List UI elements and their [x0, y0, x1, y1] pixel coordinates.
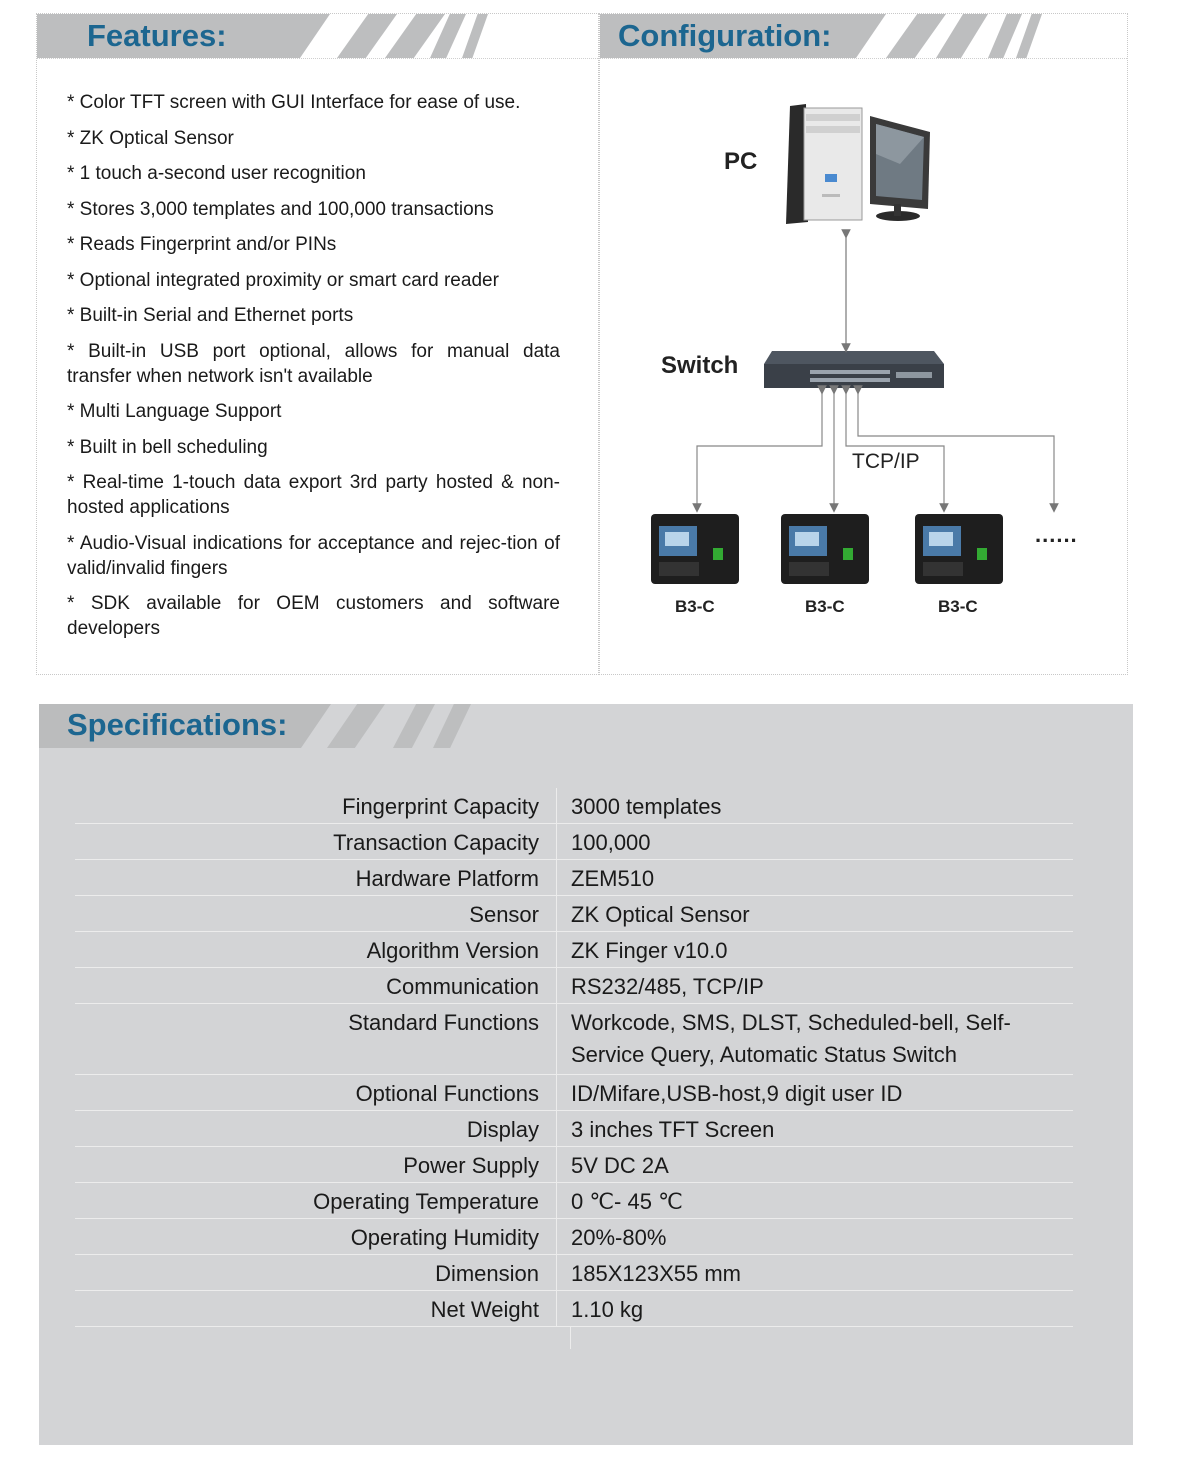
feature-item: * SDK available for OEM customers and software developers	[67, 593, 560, 639]
spec-value: 3 inches TFT Screen	[556, 1111, 1073, 1146]
spec-row	[75, 1111, 1073, 1147]
spec-row	[75, 896, 1073, 932]
device-label: B3-C	[675, 597, 715, 616]
spec-value: ZEM510	[556, 860, 1073, 895]
spec-value: 5V DC 2A	[556, 1147, 1073, 1182]
features-panel	[36, 13, 599, 675]
spec-value: 3000 templates	[556, 788, 1073, 823]
switch-label: Switch	[661, 352, 739, 379]
spec-label: Net Weight	[430, 1297, 539, 1322]
header-stripe	[337, 14, 397, 58]
feature-item: * Reads Fingerprint and/or PINs	[67, 234, 337, 255]
specifications-panel	[39, 704, 1133, 1445]
spec-value: 185X123X55 mm	[556, 1255, 1073, 1290]
features-title: Features:	[87, 18, 227, 53]
spec-label: Power Supply	[403, 1153, 539, 1178]
spec-label: Transaction Capacity	[333, 830, 539, 855]
tcpip-label: TCP/IP	[852, 450, 920, 473]
spec-row	[75, 788, 1073, 824]
spec-row	[75, 1004, 1073, 1075]
spec-value: ZK Finger v10.0	[556, 932, 1073, 967]
header-stripe	[327, 704, 385, 748]
tcpip-links	[697, 390, 1054, 508]
specifications-table	[75, 788, 1073, 1349]
more-devices-ellipsis: ......	[1035, 522, 1078, 547]
fingerprint-device-icon	[781, 514, 869, 584]
feature-item: * Stores 3,000 templates and 100,000 transactions	[67, 198, 494, 220]
table-column-divider	[570, 1327, 1073, 1349]
features-header	[37, 14, 600, 58]
spec-value: ZK Optical Sensor	[556, 896, 1073, 931]
spec-value: 20%-80%	[556, 1219, 1073, 1254]
feature-item: * Built in bell scheduling	[67, 436, 268, 458]
spec-value: RS232/485, TCP/IP	[556, 968, 1073, 1003]
spec-label: Algorithm Version	[366, 938, 539, 963]
spec-value: ID/Mifare,USB-host,9 digit user ID	[556, 1075, 1073, 1110]
spec-label: Fingerprint Capacity	[342, 794, 539, 819]
spec-value: 1.10 kg	[556, 1291, 1073, 1326]
feature-item: * Real-time 1-touch data export 3rd party hosted & non-hosted applications	[67, 472, 560, 518]
spec-label: Hardware Platform	[355, 866, 539, 891]
spec-row	[75, 1147, 1073, 1183]
spec-value: Workcode, SMS, DLST, Scheduled-bell, Self-Service Query, Automatic Status Switch	[556, 1004, 1073, 1074]
spec-label: Display	[466, 1117, 539, 1142]
feature-item: * Optional integrated proximity or smart card reader	[67, 269, 499, 291]
spec-row	[75, 1255, 1073, 1291]
feature-item: * Built-in USB port optional, allows for manual data transfer when network isn't available	[67, 340, 560, 387]
network-diagram	[600, 14, 1127, 674]
spec-row	[75, 860, 1073, 896]
features-list	[67, 90, 560, 652]
specifications-header	[39, 704, 499, 748]
pc-monitor-icon	[870, 116, 930, 221]
spec-label: Dimension	[435, 1261, 539, 1286]
feature-item: * Audio-Visual indications for acceptance and rejec-tion of valid/invalid fingers	[67, 532, 560, 579]
configuration-panel	[599, 13, 1128, 675]
pc-tower-icon	[786, 104, 862, 224]
device-label: B3-C	[938, 597, 978, 616]
switch-icon	[764, 351, 944, 388]
spec-row	[75, 1183, 1073, 1219]
spec-row	[75, 932, 1073, 968]
header-stripe	[433, 704, 471, 748]
spec-label: Operating Temperature	[313, 1189, 539, 1214]
header-stripe	[393, 704, 435, 748]
feature-item: * Color TFT screen with GUI Interface for ease of use.	[67, 92, 521, 113]
specifications-title: Specifications:	[67, 707, 288, 742]
spec-label: Operating Humidity	[350, 1225, 539, 1250]
spec-row	[75, 824, 1073, 860]
spec-label: Communication	[386, 974, 539, 999]
fingerprint-device-icon	[651, 514, 739, 584]
spec-label: Optional Functions	[355, 1081, 539, 1106]
spec-value: 100,000	[556, 824, 1073, 859]
spec-row	[75, 1291, 1073, 1327]
header-stripe	[462, 14, 488, 58]
fingerprint-device-icon	[915, 514, 1003, 584]
feature-item: * ZK Optical Sensor	[67, 127, 234, 149]
spec-row	[75, 1075, 1073, 1111]
pc-label: PC	[724, 148, 758, 175]
feature-item: * Built-in Serial and Ethernet ports	[67, 305, 354, 326]
configuration-title: Configuration:	[618, 18, 832, 53]
header-divider	[37, 58, 598, 59]
spec-row	[75, 1219, 1073, 1255]
feature-item: * Multi Language Support	[67, 401, 282, 422]
spec-row	[75, 968, 1073, 1004]
spec-label: Sensor	[469, 902, 539, 927]
feature-item: * 1 touch a-second user recognition	[67, 163, 366, 184]
spec-value: 0 ℃- 45 ℃	[556, 1183, 1073, 1218]
device-label: B3-C	[805, 597, 845, 616]
spec-label: Standard Functions	[348, 1010, 539, 1035]
